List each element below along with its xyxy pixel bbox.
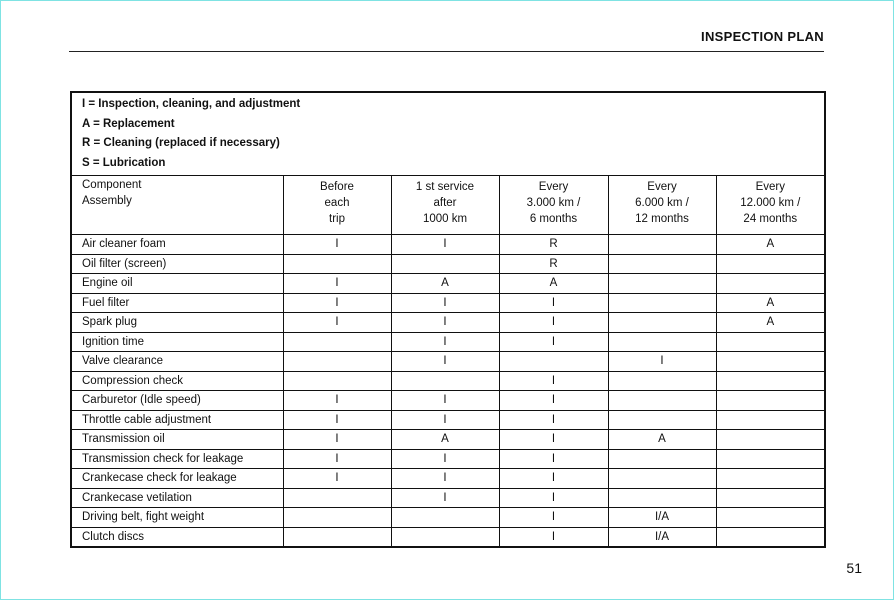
- interval-action-cell: I: [499, 410, 608, 430]
- interval-action-cell: [608, 391, 716, 411]
- interval-action-cell: I: [499, 508, 608, 528]
- interval-action-cell: R: [499, 235, 608, 255]
- table-header-row: [71, 176, 825, 235]
- column-header-3000km: [499, 176, 608, 235]
- interval-action-cell: I: [391, 235, 499, 255]
- component-name-cell: Oil filter (screen): [71, 254, 283, 274]
- interval-action-cell: I: [391, 293, 499, 313]
- interval-action-cell: [716, 488, 825, 508]
- interval-action-cell: [391, 371, 499, 391]
- interval-action-cell: [716, 254, 825, 274]
- interval-action-cell: [608, 235, 716, 255]
- interval-action-cell: I: [499, 449, 608, 469]
- table-row: [71, 274, 825, 294]
- column-header-6000km: [608, 176, 716, 235]
- column-header-component: [71, 176, 283, 235]
- component-name-cell: Clutch discs: [71, 527, 283, 547]
- interval-action-cell: [716, 410, 825, 430]
- interval-action-cell: [391, 508, 499, 528]
- component-name-cell: Throttle cable adjustment: [71, 410, 283, 430]
- interval-action-cell: I: [499, 371, 608, 391]
- interval-action-cell: [608, 332, 716, 352]
- column-header-line: 12 months: [635, 213, 689, 225]
- interval-action-cell: I: [283, 274, 391, 294]
- column-header-line: 24 months: [743, 213, 798, 225]
- interval-action-cell: [716, 371, 825, 391]
- component-name-cell: Fuel filter: [71, 293, 283, 313]
- interval-action-cell: I: [391, 469, 499, 489]
- component-name-cell: Valve clearance: [71, 352, 283, 372]
- table-row: [71, 332, 825, 352]
- interval-action-cell: [716, 332, 825, 352]
- interval-action-cell: [716, 469, 825, 489]
- interval-action-cell: [716, 508, 825, 528]
- interval-action-cell: I: [283, 313, 391, 333]
- column-header-line: Every: [538, 181, 569, 193]
- table-row: [71, 371, 825, 391]
- column-header-line: Assembly: [82, 195, 132, 207]
- column-header-line: Every: [647, 181, 677, 193]
- legend-item: I = Inspection, cleaning, and adjustment: [82, 98, 301, 110]
- interval-action-cell: [608, 254, 716, 274]
- interval-action-cell: [608, 274, 716, 294]
- header-divider: [69, 51, 824, 52]
- column-header-line: 6.000 km /: [635, 197, 689, 209]
- inspection-plan-table: [70, 91, 826, 548]
- interval-action-cell: A: [391, 274, 499, 294]
- interval-action-cell: I: [499, 313, 608, 333]
- interval-action-cell: [716, 449, 825, 469]
- component-name-cell: Air cleaner foam: [71, 235, 283, 255]
- table-row: [71, 410, 825, 430]
- interval-action-cell: I: [391, 449, 499, 469]
- interval-action-cell: [716, 274, 825, 294]
- interval-action-cell: [716, 527, 825, 547]
- interval-action-cell: [608, 371, 716, 391]
- interval-action-cell: I: [391, 391, 499, 411]
- interval-action-cell: A: [716, 293, 825, 313]
- component-name-cell: Carburetor (Idle speed): [71, 391, 283, 411]
- page-number: 51: [846, 560, 862, 576]
- interval-action-cell: A: [499, 274, 608, 294]
- interval-action-cell: I: [283, 235, 391, 255]
- interval-action-cell: [716, 352, 825, 372]
- column-header-12000km: [716, 176, 825, 235]
- interval-action-cell: I: [391, 313, 499, 333]
- column-header-line: Component: [82, 179, 142, 191]
- column-header-line: each: [324, 197, 350, 209]
- interval-action-cell: [391, 254, 499, 274]
- column-header-line: Before: [320, 181, 354, 193]
- interval-action-cell: [716, 430, 825, 450]
- column-header-line: 1000 km: [422, 213, 468, 225]
- component-name-cell: Spark plug: [71, 313, 283, 333]
- interval-action-cell: [391, 527, 499, 547]
- interval-action-cell: [283, 527, 391, 547]
- column-header-line: 3.000 km /: [526, 197, 581, 209]
- table-row: [71, 254, 825, 274]
- legend-item: A = Replacement: [82, 117, 175, 130]
- interval-action-cell: I: [283, 293, 391, 313]
- component-name-cell: Driving belt, fight weight: [71, 508, 283, 528]
- interval-action-cell: [283, 352, 391, 372]
- interval-action-cell: A: [608, 430, 716, 450]
- interval-action-cell: I: [391, 488, 499, 508]
- interval-action-cell: I: [391, 352, 499, 372]
- interval-action-cell: I: [608, 352, 716, 372]
- legend-item: S = Lubrication: [82, 156, 166, 169]
- component-name-cell: Ignition time: [71, 332, 283, 352]
- component-name-cell: Crankecase vetilation: [71, 488, 283, 508]
- interval-action-cell: I: [499, 332, 608, 352]
- legend: [71, 92, 825, 176]
- column-header-line: 6 months: [529, 213, 578, 225]
- interval-action-cell: [608, 293, 716, 313]
- interval-action-cell: A: [716, 313, 825, 333]
- page-title: INSPECTION PLAN: [701, 29, 824, 44]
- column-header-line: 1 st service: [415, 181, 475, 193]
- interval-action-cell: [608, 488, 716, 508]
- table-row: [71, 488, 825, 508]
- interval-action-cell: [608, 449, 716, 469]
- table-row: [71, 313, 825, 333]
- interval-action-cell: I: [391, 410, 499, 430]
- component-name-cell: Engine oil: [71, 274, 283, 294]
- component-name-cell: Transmission oil: [71, 430, 283, 450]
- interval-action-cell: I: [283, 449, 391, 469]
- table-row: [71, 527, 825, 547]
- interval-action-cell: A: [716, 235, 825, 255]
- table-row: [71, 469, 825, 489]
- column-header-first-service: [391, 176, 499, 235]
- interval-action-cell: [716, 391, 825, 411]
- interval-action-cell: I: [499, 430, 608, 450]
- table-row: [71, 352, 825, 372]
- component-name-cell: Transmission check for leakage: [71, 449, 283, 469]
- interval-action-cell: R: [499, 254, 608, 274]
- table-row: [71, 235, 825, 255]
- interval-action-cell: I: [391, 332, 499, 352]
- interval-action-cell: I: [283, 430, 391, 450]
- interval-action-cell: I/A: [608, 508, 716, 528]
- interval-action-cell: [283, 508, 391, 528]
- interval-action-cell: I: [283, 469, 391, 489]
- interval-action-cell: [283, 254, 391, 274]
- interval-action-cell: I: [499, 391, 608, 411]
- interval-action-cell: I: [283, 391, 391, 411]
- component-name-cell: Crankecase check for leakage: [71, 469, 283, 489]
- column-header-line: trip: [329, 213, 345, 225]
- interval-action-cell: [499, 352, 608, 372]
- interval-action-cell: I: [499, 527, 608, 547]
- interval-action-cell: [608, 469, 716, 489]
- table-row: [71, 293, 825, 313]
- table-row: [71, 449, 825, 469]
- column-header-line: Every: [755, 181, 785, 193]
- column-header-line: 12.000 km /: [740, 197, 801, 209]
- table-row: [71, 508, 825, 528]
- interval-action-cell: [608, 410, 716, 430]
- interval-action-cell: I: [499, 469, 608, 489]
- interval-action-cell: [608, 313, 716, 333]
- table-row: [71, 430, 825, 450]
- interval-action-cell: I: [499, 293, 608, 313]
- column-header-line: after: [433, 197, 457, 209]
- legend-item: R = Cleaning (replaced if necessary): [82, 137, 280, 149]
- interval-action-cell: [283, 371, 391, 391]
- interval-action-cell: I: [499, 488, 608, 508]
- interval-action-cell: I: [283, 410, 391, 430]
- table-row: [71, 391, 825, 411]
- interval-action-cell: [283, 332, 391, 352]
- column-header-before-trip: [283, 176, 391, 235]
- interval-action-cell: I/A: [608, 527, 716, 547]
- interval-action-cell: [283, 488, 391, 508]
- interval-action-cell: A: [391, 430, 499, 450]
- component-name-cell: Compression check: [71, 371, 283, 391]
